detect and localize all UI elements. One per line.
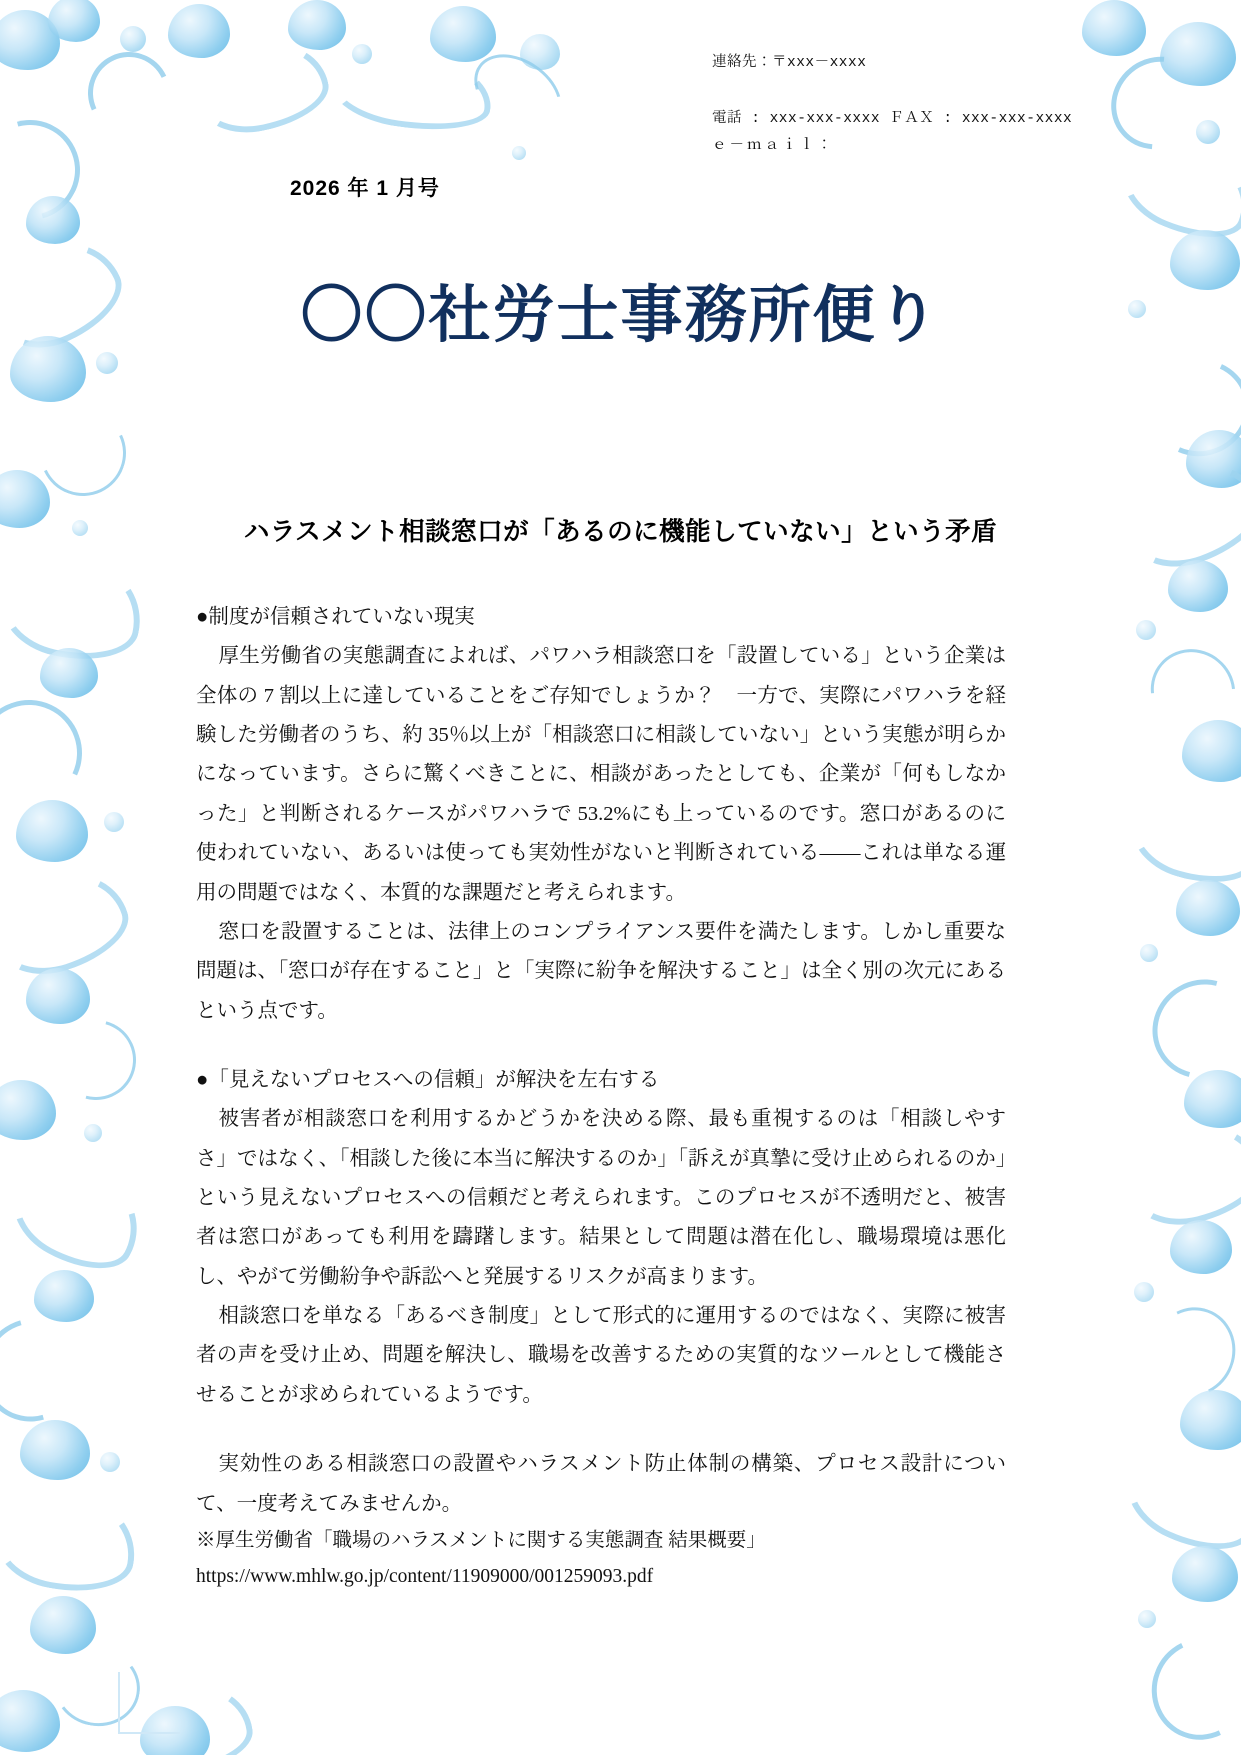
decor-blob: [30, 1596, 96, 1654]
decor-blob: [34, 1270, 94, 1322]
section-1-paragraph-2: 窓口を設置することは、法律上のコンプライアンス要件を満たします。しかし重要な問題は、「窓口が存在すること」と「実際に紛争を解決すること」は全く別の次元にあるという点です。: [196, 920, 1006, 1022]
decor-swirl: [0, 1300, 101, 1440]
page-title: 〇〇社労士事務所便り: [300, 282, 941, 350]
section-1-paragraph-1: 厚生労働省の実態調査によれば、パワハラ相談窓口を「設置している」という企業は全体の 7 割以上に達していることをご存知でしょうか？ 一方で、実際にパワハラを経験した労働者のうち、約 35％以上が「相談窓口に相談していない」という実態が明らかになっています。さらに驚くべきことに、相談があったとしても、企業が「何もしなかった」と判断されるケースがパワハラで 53.2%にも上っているのです。窓口があるのに使われていない、あるいは使っても実効性がないと判断されている——これは単なる運用の問題ではなく、本質的な課題だと考えられます。: [196, 645, 1006, 904]
section-2-paragraph-1: 被害者が相談窓口を利用するかどうかを決める際、最も重視するのは「相談しやすさ」ではなく、「相談した後に本当に解決するのか」「訴えが真摯に受け止められるのか」という見えないプロセスへの信頼だと考えられます。このプロセスが不透明だと、被害者は窓口があっても利用を躊躇します。結果として問題は潜在化し、職場環境は悪化し、やがて労働紛争や訴訟へと発展するリスクが高まります。: [196, 1108, 1006, 1288]
decor-dot: [1140, 944, 1158, 962]
decor-swirl: [1137, 346, 1241, 470]
decor-blob: [16, 800, 88, 862]
decor-blob: [168, 4, 230, 58]
decor-blob: [520, 34, 560, 70]
decor-dot: [1136, 620, 1156, 640]
decor-blob: [1082, 0, 1146, 56]
decor-swirl: [48, 1641, 146, 1733]
paragraph-spacer: [196, 1415, 1006, 1445]
decor-blob: [1160, 22, 1236, 86]
decor-swirl: [1134, 961, 1241, 1097]
closing-paragraph: 実効性のある相談窓口の設置やハラスメント防止体制の構築、プロセス設計について、一度考えてみませんか。: [196, 1453, 1006, 1515]
decor-blob: [48, 0, 100, 42]
decor-dot: [1134, 1282, 1154, 1302]
decor-swirl: [28, 398, 138, 508]
section-1-heading: ●制度が信頼されていない現実: [196, 606, 475, 628]
decor-dot: [1138, 1610, 1156, 1628]
decor-swirl: [76, 40, 181, 145]
decor-blob: [20, 1420, 90, 1480]
decor-blob: [1182, 720, 1241, 782]
decor-blob: [1172, 1546, 1238, 1602]
decor-swirl: [460, 38, 576, 147]
decor-blob: [40, 648, 98, 698]
decor-blob: [1184, 1070, 1241, 1128]
decor-blob: [140, 1706, 210, 1755]
contact-block: [712, 50, 1132, 161]
article-body: [196, 598, 1006, 1595]
decor-ribbon: [0, 861, 139, 989]
decor-dot: [1196, 120, 1220, 144]
decor-dot: [512, 146, 526, 160]
decor-swirl: [41, 1005, 150, 1114]
decor-blob: [1168, 560, 1228, 612]
decor-blob: [288, 0, 346, 50]
source-url[interactable]: https://www.mhlw.go.jp/content/11909000/001259093.pdf: [196, 1566, 654, 1588]
decor-ribbon: [0, 546, 151, 671]
decor-swirl: [0, 685, 97, 821]
decor-blob: [26, 196, 80, 244]
decor-swirl: [1138, 1624, 1241, 1753]
decor-dot: [104, 812, 124, 832]
contact-phone-fax: 電話 : xxx-xxx-xxxx ＦＡＸ : xxx-xxx-xxxx: [712, 110, 1073, 127]
paragraph-spacer: [196, 1031, 1006, 1061]
decor-swirl: [1134, 632, 1241, 750]
decor-blob: [0, 1080, 56, 1140]
decor-blob: [1186, 430, 1241, 488]
decor-dot: [100, 1452, 120, 1472]
decor-dot: [120, 26, 146, 52]
decor-ribbon: [326, 45, 496, 139]
source-note: ※厚生労働省「職場のハラスメントに関する実態調査 結果概要」: [196, 1529, 766, 1551]
article-headline: ハラスメント相談窓口が「あるのに機能していない」という矛盾: [243, 518, 998, 546]
decor-ribbon: [189, 35, 335, 143]
contact-email: ｅ－ｍａｉｌ：: [712, 138, 835, 155]
section-2-heading: ●「見えないプロセスへの信頼」が解決を左右する: [196, 1068, 660, 1091]
section-2-paragraph-2: 相談窓口を単なる「あるべき制度」として形式的に運用するのではなく、実際に被害者の声を受け止め、問題を解決し、職場を改善するための実質的なツールとして機能させることが求められているようです。: [196, 1305, 1006, 1406]
decor-blob: [0, 10, 60, 70]
decor-blob: [1180, 1390, 1241, 1450]
decor-blob: [0, 1690, 60, 1752]
decor-ribbon: [0, 1144, 156, 1287]
decor-swirl: [0, 102, 98, 239]
decor-ribbon: [105, 1679, 258, 1755]
decor-blob: [430, 6, 496, 62]
decor-ribbon: [1111, 1426, 1241, 1568]
decor-swirl: [1138, 1295, 1241, 1408]
decor-ribbon: [0, 1484, 143, 1601]
decor-dot: [352, 44, 372, 64]
decor-dot: [96, 352, 118, 374]
decor-ribbon: [1117, 1115, 1241, 1237]
decor-dot: [84, 1124, 102, 1142]
decor-ribbon: [1120, 774, 1241, 897]
decor-blob: [1170, 1220, 1232, 1274]
decor-blob: [1176, 880, 1240, 936]
decor-blob: [26, 968, 90, 1024]
contact-address: 連絡先：〒xxx－xxxx: [712, 55, 867, 71]
issue-date: 2026 年 1 月号: [290, 177, 440, 200]
decor-corner: [118, 1672, 180, 1734]
